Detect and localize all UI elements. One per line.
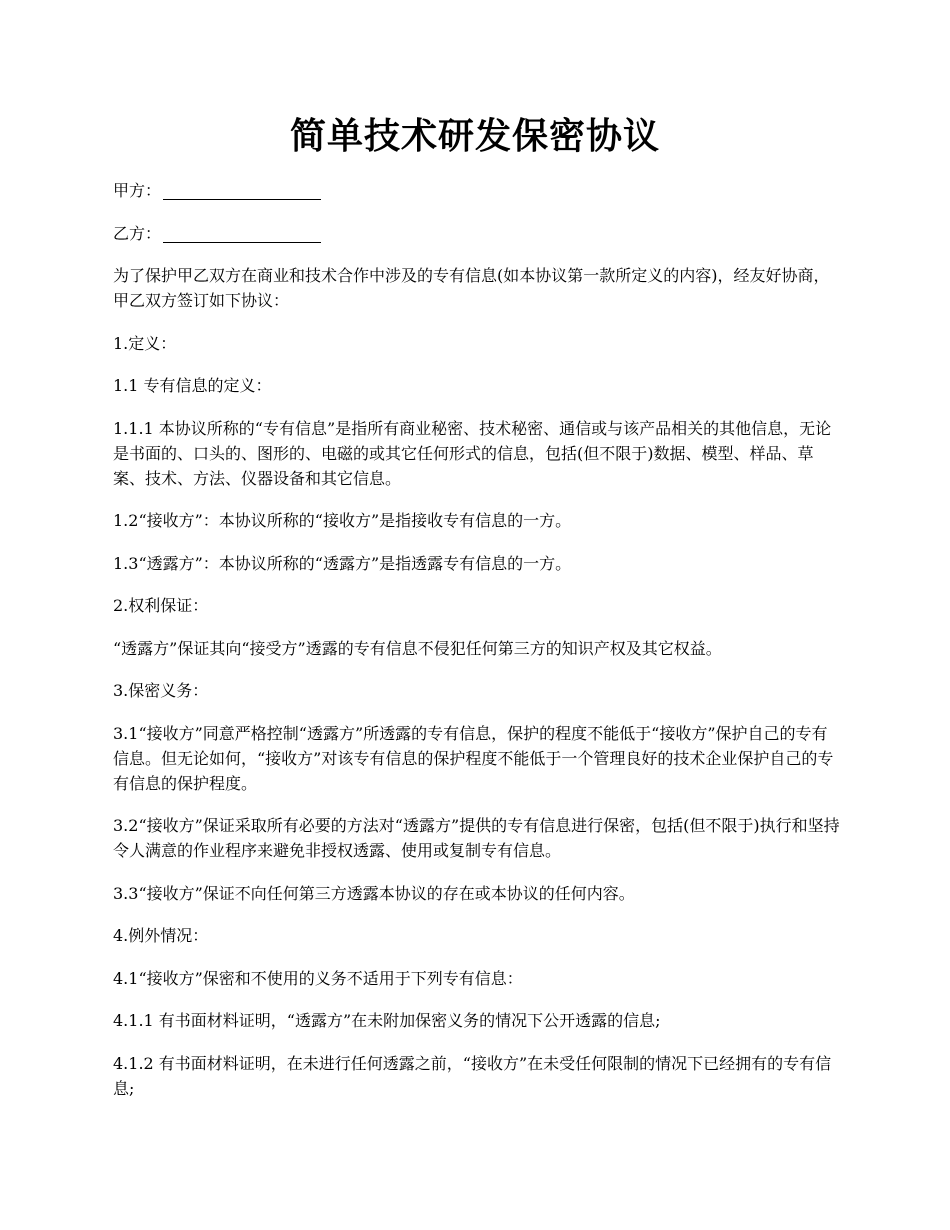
clause-4-1-2: 4.1.2 有书面材料证明，在未进行任何透露之前，“接收方”在未受任何限制的情况下已经拥有的专有信息; xyxy=(113,1053,832,1098)
clause-3-2: 3.2“接收方”保证采取所有必要的方法对“透露方”提供的专有信息进行保密，包括(但不限于)执行和坚持令人满意的作业程序来避免非授权透露、使用或复制专有信息。 xyxy=(113,816,840,860)
section-1-heading: 1.定义： xyxy=(113,333,177,353)
clause-1-1: 1.1 专有信息的定义： xyxy=(113,376,272,395)
clause-1-1-1: 1.1.1 本协议所称的“专有信息”是指所有商业秘密、技术秘密、通信或与该产品相关的其他信息，无论是书面的、口头的、图形的、电磁的或其它任何形式的信息，包括(但不限于)数据、模型、样品、草案、技术、方法、仪器设备和其它信息。 xyxy=(113,418,832,488)
party-b-label: 乙方： xyxy=(113,223,162,243)
clause-4-1-1: 4.1.1 有书面材料证明，“透露方”在未附加保密义务的情况下公开透露的信息; xyxy=(113,1011,661,1030)
clause-3-1: 3.1“接收方”同意严格控制“透露方”所透露的专有信息，保护的程度不能低于“接收方”保护自己的专有信息。但无论如何，“接收方”对该专有信息的保护程度不能低于一个管理良好的技术企业保护自己的专有信息的保护程度。 xyxy=(113,723,834,793)
section-3-heading: 3.保密义务： xyxy=(113,681,209,700)
clause-1-2: 1.2“接收方”：本协议所称的“接收方”是指接收专有信息的一方。 xyxy=(113,511,572,530)
party-b-blank xyxy=(163,224,321,243)
preamble-paragraph: 为了保护甲乙双方在商业和技术合作中涉及的专有信息(如本协议第一款所定义的内容)，经友好协商，甲乙双方签订如下协议： xyxy=(113,266,830,310)
section-2-heading: 2.权利保证： xyxy=(113,596,209,615)
document-body xyxy=(113,178,843,1118)
clause-1-3: 1.3“透露方”：本协议所称的“透露方”是指透露专有信息的一方。 xyxy=(113,553,572,573)
party-a-label: 甲方： xyxy=(113,181,162,200)
clause-2-body: “透露方”保证其向“接受方”透露的专有信息不侵犯任何第三方的知识产权及其它权益。 xyxy=(113,638,722,658)
party-a-blank xyxy=(163,181,321,200)
party-a-line xyxy=(113,178,843,203)
party-b-line xyxy=(113,221,843,246)
section-4-heading: 4.例外情况： xyxy=(113,926,209,945)
clause-3-3: 3.3“接收方”保证不向任何第三方透露本协议的存在或本协议的任何内容。 xyxy=(113,883,635,903)
document-title: 简单技术研发保密协议 xyxy=(289,115,660,157)
clause-4-1: 4.1“接收方”保密和不使用的义务不适用于下列专有信息： xyxy=(113,968,523,988)
